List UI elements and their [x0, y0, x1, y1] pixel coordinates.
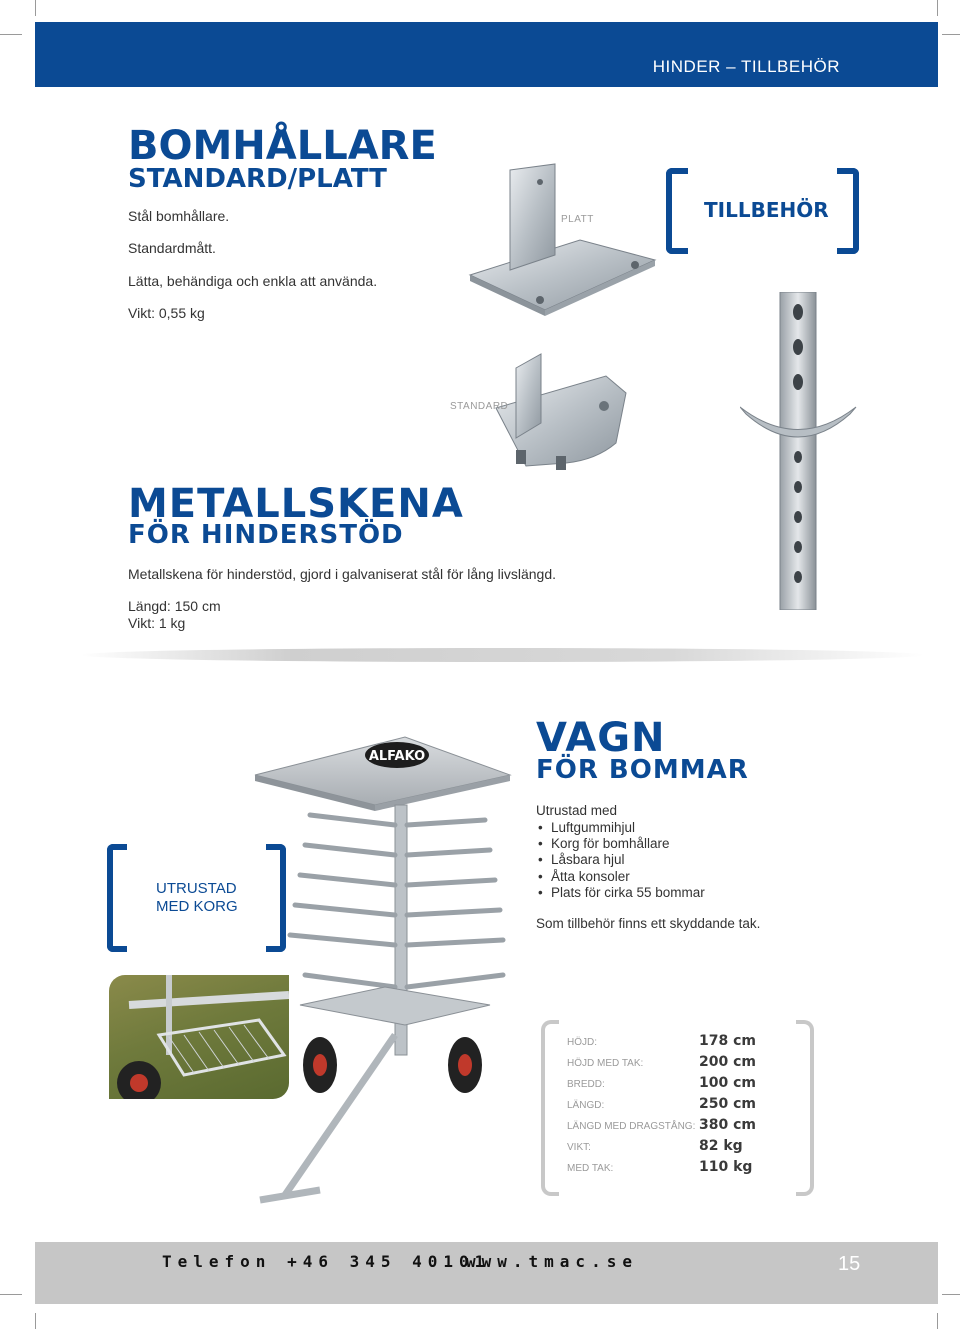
footer-phone: Telefon +46 345 40101: [162, 1252, 491, 1271]
spec-label: LÄNGD MED DRAGSTÅNG:: [567, 1121, 696, 1132]
bracket-left: [666, 168, 688, 254]
callout-bracket-left: [107, 844, 127, 952]
crop-mark: [35, 0, 36, 16]
spec-value: 200 cm: [699, 1054, 756, 1070]
header-bar: [35, 22, 938, 87]
section-divider: [80, 648, 925, 662]
platt-label: PLATT: [561, 214, 594, 225]
bomhallare-title: BOMHÅLLARE: [128, 123, 437, 169]
feature-item: • Plats för cirka 55 bommar: [538, 885, 705, 901]
spec-value: 178 cm: [699, 1033, 756, 1049]
specs-bracket-left: [541, 1020, 559, 1196]
footer-website[interactable]: www.tmac.se: [466, 1252, 638, 1271]
bomhallare-line: Standardmått.: [128, 240, 216, 256]
metallskena-title: METALLSKENA: [128, 481, 464, 527]
section-title: HINDER – TILLBEHÖR: [652, 57, 840, 76]
cart-image: [245, 725, 515, 1215]
bomhallare-weight: Vikt: 0,55 kg: [128, 305, 205, 321]
metallskena-description: Metallskena för hinderstöd, gjord i galvaniserat stål för lång livslängd.: [128, 566, 557, 582]
spec-label: LÄNGD:: [567, 1100, 605, 1111]
bomhallare-line: Stål bomhållare.: [128, 208, 230, 224]
crop-mark: [35, 1313, 36, 1329]
basket-illustration: [109, 975, 289, 1099]
crop-mark: [0, 34, 22, 35]
crop-mark: [942, 1294, 960, 1295]
spec-value: 380 cm: [699, 1117, 756, 1133]
vagn-title: VAGN: [536, 715, 666, 761]
spec-value: 82 kg: [699, 1138, 743, 1154]
feature-item: • Låsbara hjul: [538, 852, 705, 868]
bomhallare-subtitle: STANDARD/PLATT: [128, 164, 387, 194]
alfako-logo: ALFAKO: [368, 749, 426, 764]
tillbehor-badge: TILLBEHÖR: [704, 198, 829, 222]
spec-value: 100 cm: [699, 1075, 756, 1091]
metallskena-weight: Vikt: 1 kg: [128, 615, 186, 631]
feature-item: • Korg för bomhållare: [538, 836, 705, 852]
spec-value: 250 cm: [699, 1096, 756, 1112]
standard-bracket-image: [486, 348, 636, 476]
callout-line: UTRUSTAD: [156, 880, 237, 897]
vagn-intro: Utrustad med: [536, 803, 618, 818]
vagn-note: Som tillbehör finns ett skyddande tak.: [536, 916, 761, 931]
metallskena-length: Längd: 150 cm: [128, 598, 221, 614]
bomhallare-line: Lätta, behändiga och enkla att använda.: [128, 273, 378, 289]
standard-label: STANDARD: [450, 401, 509, 412]
spec-label: HÖJD MED TAK:: [567, 1058, 644, 1069]
specs-bracket-right: [796, 1020, 814, 1196]
basket-photo: [109, 975, 289, 1099]
callout-text: [156, 880, 238, 916]
feature-item: • Luftgummihjul: [538, 820, 705, 836]
spec-label: BREDD:: [567, 1079, 605, 1090]
vagn-subtitle: FÖR BOMMAR: [536, 755, 749, 785]
crop-mark: [942, 34, 960, 35]
bracket-right: [837, 168, 859, 254]
metal-rail-image: [740, 292, 860, 610]
spec-label: HÖJD:: [567, 1037, 597, 1048]
spec-label: MED TAK:: [567, 1163, 614, 1174]
feature-item: • Åtta konsoler: [538, 869, 705, 885]
spec-value: 110 kg: [699, 1159, 753, 1175]
platt-bracket-image: [465, 160, 660, 320]
spec-label: VIKT:: [567, 1142, 591, 1153]
page-number: 15: [838, 1253, 861, 1275]
callout-line: MED KORG: [156, 898, 238, 915]
crop-mark: [937, 1313, 938, 1329]
metallskena-subtitle: FÖR HINDERSTÖD: [128, 520, 404, 550]
crop-mark: [937, 0, 938, 16]
vagn-features: [538, 820, 705, 901]
crop-mark: [0, 1294, 22, 1295]
